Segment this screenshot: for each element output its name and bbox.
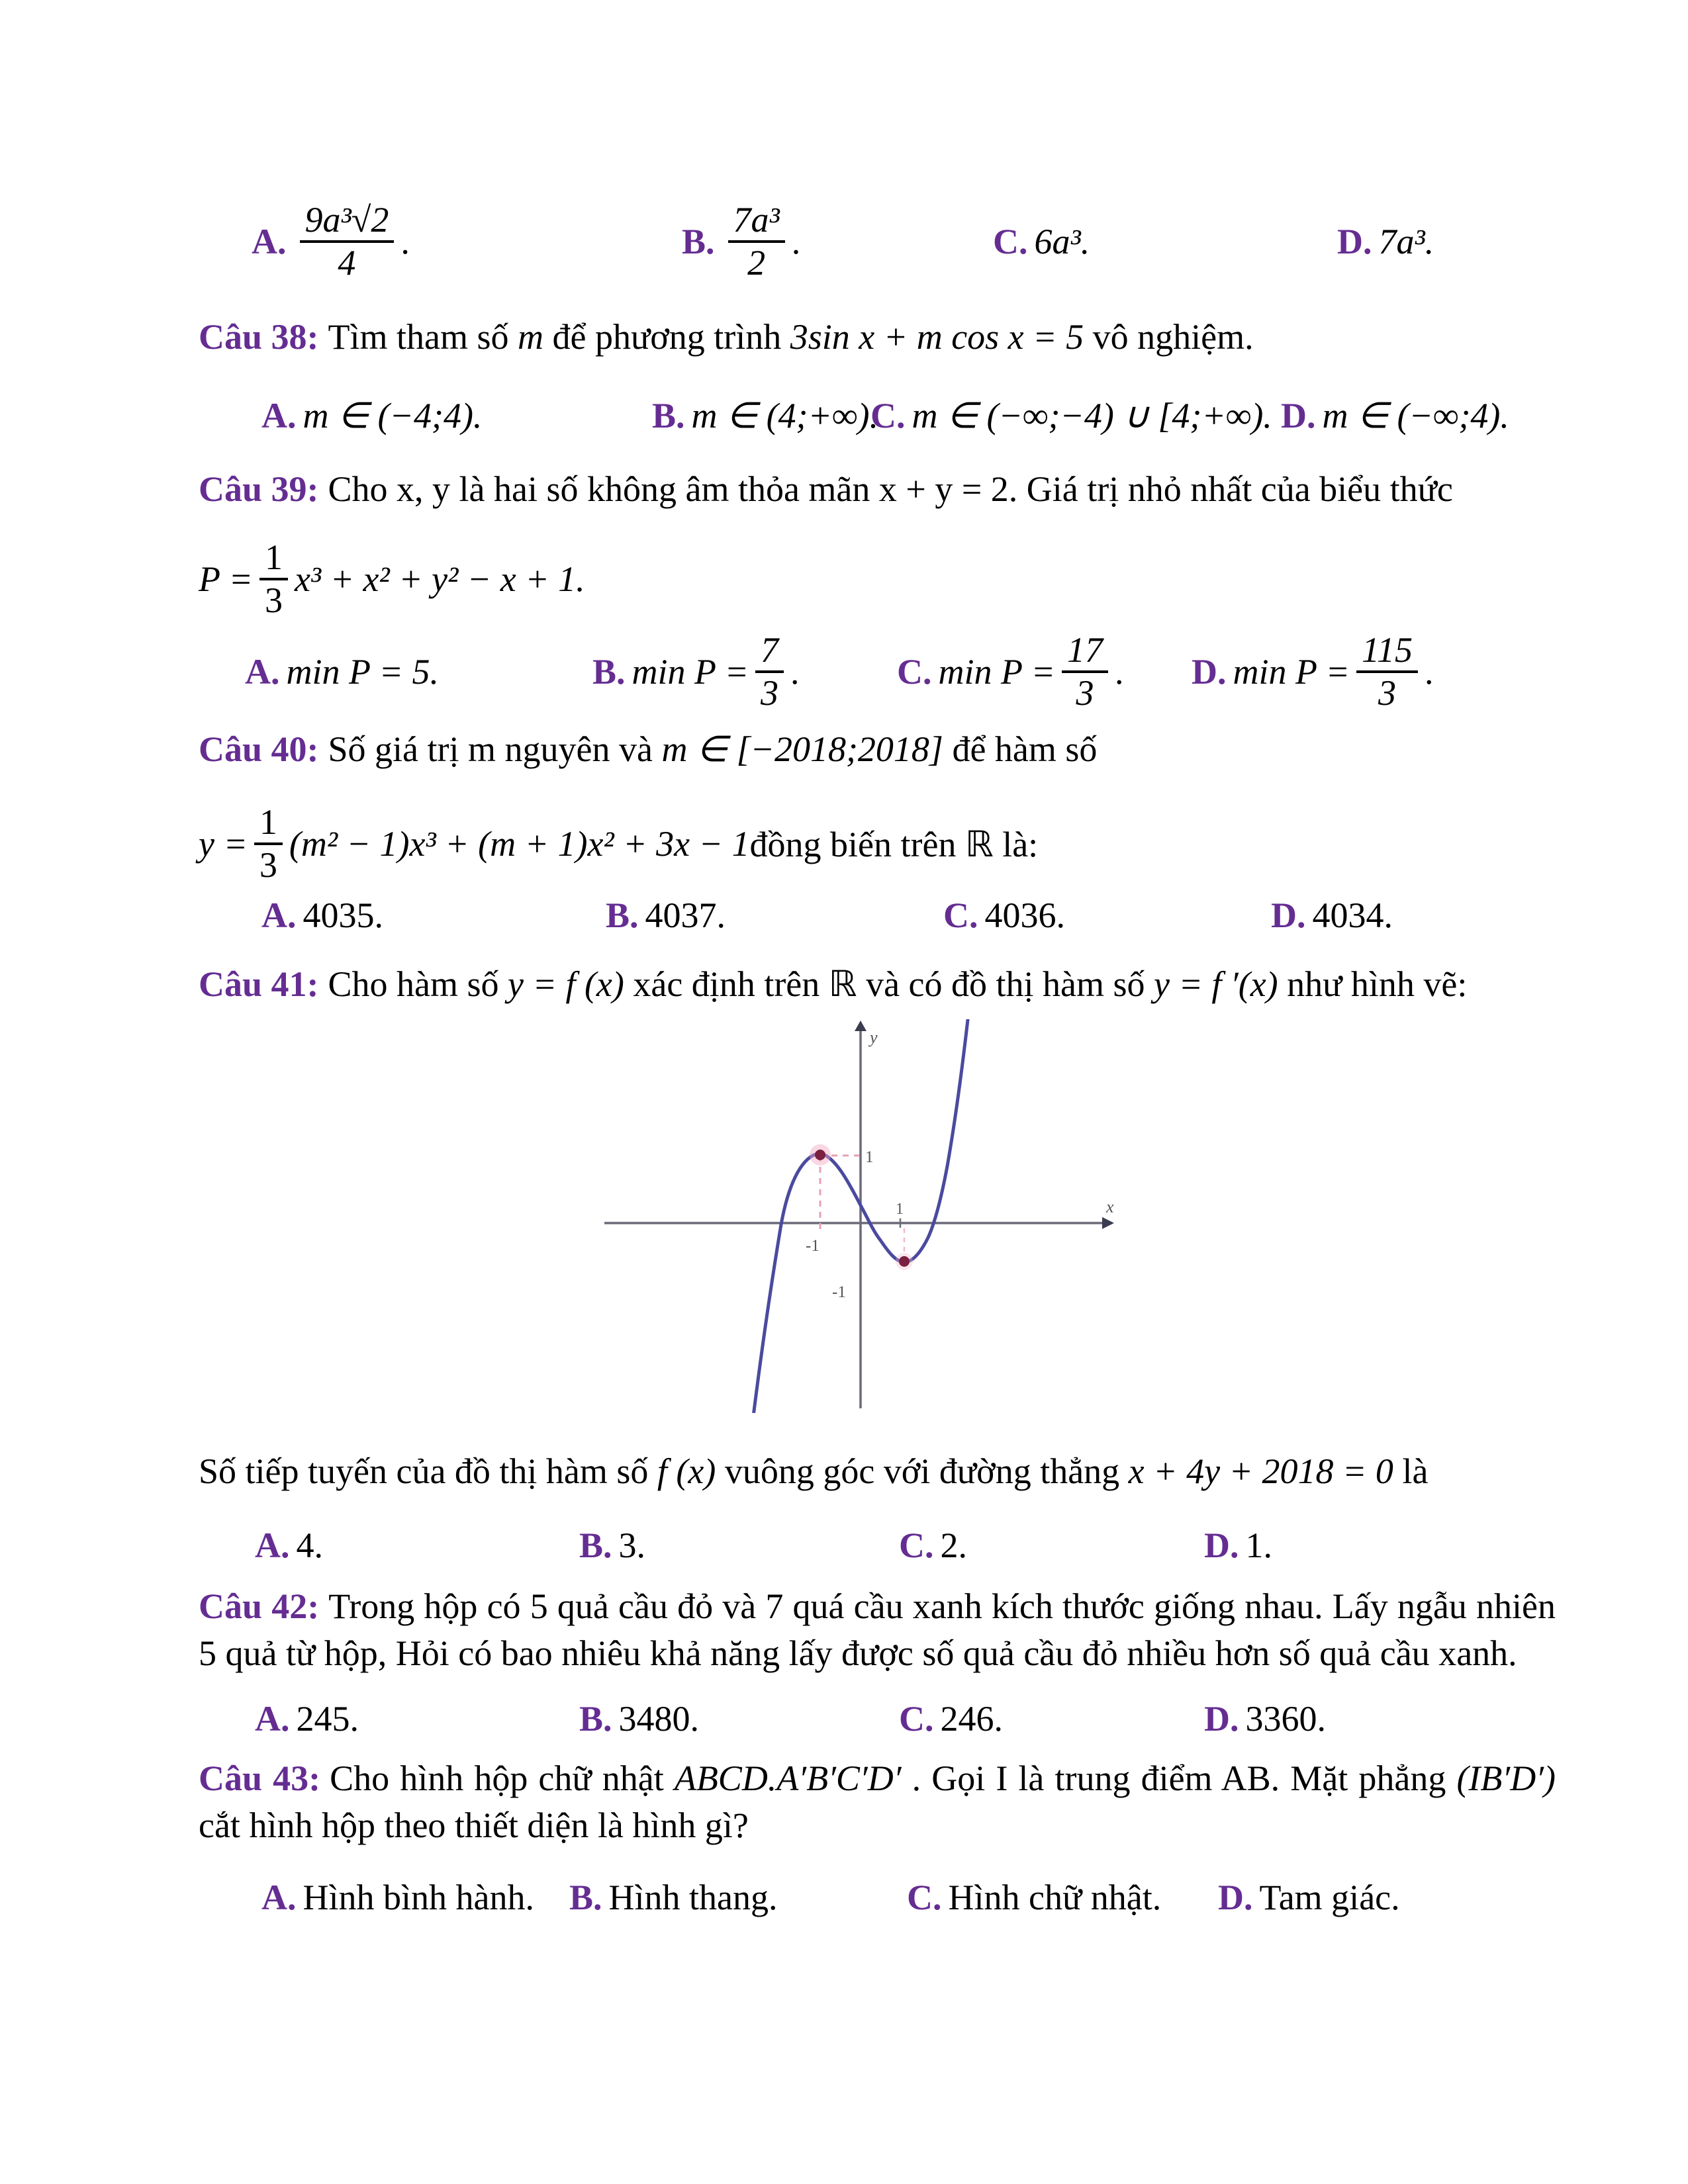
answer-option-c: C. 2.	[899, 1525, 967, 1565]
fraction: $\frac{1}{3}$	[259, 539, 288, 619]
question-42-statement: Câu 42: Trong hộp có 5 quả cầu đỏ và 7 quá cầu xanh kích thước giống nhau. Lấy ngẫu nhiên 5 quả từ hộp, Hỏi có bao nhiêu khả năng lấy được số quả cầu đỏ nhiều hơn số quả cầu xanh.	[199, 1586, 1556, 1674]
fraction: $\frac{\text{9a³√2}}{4}$	[300, 201, 395, 281]
answer-option-b: B. 4037.	[606, 895, 726, 935]
local-max-point	[815, 1150, 825, 1160]
question-41-statement: Câu 41: Cho hàm số y = f (x) xác định trên ℝ và có đồ thị hàm số y = f ′(x) như hình vẽ:	[199, 964, 1468, 1004]
question-39-formula: P = $\frac{1}{3}$ x³ + x² + y² − x + 1.	[199, 537, 585, 620]
answer-option-d: D. Tam giác.	[1218, 1878, 1400, 1917]
local-min-point	[899, 1256, 910, 1267]
x-axis-label: x	[1106, 1197, 1114, 1216]
answer-letter-c: C.	[993, 222, 1028, 261]
question-39-statement: Câu 39: Cho x, y là hai số không âm thỏa mãn x + y = 2. Giá trị nhỏ nhất của biểu thức	[199, 469, 1453, 509]
fprime-graph-figure	[599, 1019, 1122, 1413]
answer-letter-a: A.	[252, 222, 287, 261]
fprime-graph	[599, 1019, 1122, 1413]
answer-option-c: C. min P = $\frac{17}{3}$ .	[897, 630, 1124, 713]
fraction: $\frac{17}{3}$	[1062, 631, 1108, 711]
question-38-label: Câu 38:	[199, 317, 319, 357]
tick-label-x-1: 1	[896, 1201, 904, 1218]
answer-option-c: C. 4036.	[943, 895, 1065, 935]
fraction: $\frac{115}{3}$	[1356, 631, 1418, 711]
answer-option-b: B. min P = $\frac{7}{3}$ .	[592, 630, 800, 713]
question-39-answers-row	[199, 625, 1602, 718]
fraction: $\frac{7}{3}$	[755, 631, 784, 711]
box-name: ABCD.A′B′C′D′	[674, 1758, 902, 1798]
tick-label-x-neg1: -1	[806, 1237, 820, 1255]
answer-option-a: A. m ∈ (−4;4).	[261, 395, 483, 435]
y-axis-label: y	[870, 1028, 878, 1047]
question-40-label: Câu 40:	[199, 729, 319, 769]
question-43-answers-row	[199, 1874, 1618, 1921]
answer-option-d: D. 3360.	[1204, 1699, 1326, 1739]
question-42-answers-row	[199, 1696, 1612, 1742]
answer-option-a: A. min P = 5.	[245, 652, 439, 692]
prev-question-answers-row	[199, 179, 1609, 304]
answer-option-b: B. m ∈ (4;+∞).	[652, 395, 878, 435]
tick-label-y-1: 1	[865, 1148, 874, 1166]
answer-option-a: A. 4.	[255, 1525, 323, 1565]
question-41-answers-row	[199, 1522, 1612, 1569]
question-40-answers-row	[199, 892, 1618, 938]
answer-option-b: B. Hình thang.	[569, 1878, 778, 1917]
answer-option-d: D. min P = $\frac{115}{3}$ .	[1192, 630, 1434, 713]
question-42-label: Câu 42:	[199, 1586, 320, 1626]
line-equation: x + 4y + 2018 = 0	[1128, 1451, 1393, 1491]
answer-option-b: B. 3.	[579, 1525, 646, 1565]
answer-option-c: C. m ∈ (−∞;−4) ∪ [4;+∞).	[870, 395, 1272, 435]
answer-option-a: A. 4035.	[261, 895, 383, 935]
answer-option-a: A. 245.	[255, 1699, 359, 1739]
question-38-answers-row	[199, 384, 1618, 447]
question-43-statement: Câu 43: Cho hình hộp chữ nhật ABCD.A′B′C′D′ . Gọi I là trung điểm AB. Mặt phẳng (IB′D′) cắt hình hộp theo thiết diện là hình gì?	[199, 1758, 1556, 1846]
interval: m ∈ [−2018;2018]	[661, 729, 943, 769]
real-set-symbol: ℝ	[828, 964, 857, 1004]
question-40-formula: y = $\frac{1}{3}$ (m² − 1)x³ + (m + 1)x² + 3x − 1 đồng biến trên ℝ là:	[199, 802, 1039, 885]
answer-option-d: D. 1.	[1204, 1525, 1272, 1565]
answer-letter-d: D.	[1337, 222, 1372, 261]
answer-option-c: C. Hình chữ nhật.	[907, 1878, 1162, 1917]
answer-option-c: C. 246.	[899, 1699, 1003, 1739]
answer-option-d: D. 4034.	[1271, 895, 1393, 935]
answer-option-a: A. Hình bình hành.	[261, 1878, 534, 1917]
question-43-label: Câu 43:	[199, 1758, 321, 1798]
answer-option-d: D. 7a³.	[1337, 222, 1434, 261]
tick-label-y-neg1: -1	[832, 1283, 846, 1301]
y-axis-arrow	[855, 1021, 867, 1031]
answer-option-b: B. $\frac{\text{7a³}}{2}$ .	[682, 200, 801, 283]
question-41-label: Câu 41:	[199, 964, 319, 1004]
fraction: $\frac{\text{7a³}}{2}$	[728, 201, 785, 281]
question-38-statement: Câu 38: Tìm tham số m để phương trình 3sin x + m cos x = 5 vô nghiệm.	[199, 317, 1254, 357]
answer-option-d: D. m ∈ (−∞;4).	[1281, 395, 1509, 435]
plane-name: (IB′D′)	[1456, 1758, 1556, 1798]
x-axis-arrow	[1102, 1217, 1114, 1229]
question-39-label: Câu 39:	[199, 469, 319, 509]
answer-option-a: A. $\frac{\text{9a³√2}}{4}$ .	[252, 200, 410, 283]
answer-letter-b: B.	[682, 222, 715, 261]
question-41-statement-2: Số tiếp tuyến của đồ thị hàm số f (x) vuông góc với đường thẳng x + 4y + 2018 = 0 là	[199, 1451, 1429, 1491]
answer-option-b: B. 3480.	[579, 1699, 700, 1739]
question-40-statement: Câu 40: Số giá trị m nguyên và m ∈ [−2018;2018] để hàm số	[199, 729, 1098, 769]
equation: 3sin x + m cos x = 5	[790, 317, 1084, 357]
fraction: $\frac{1}{3}$	[254, 803, 283, 884]
answer-option-c: C. 6a³.	[993, 222, 1090, 261]
